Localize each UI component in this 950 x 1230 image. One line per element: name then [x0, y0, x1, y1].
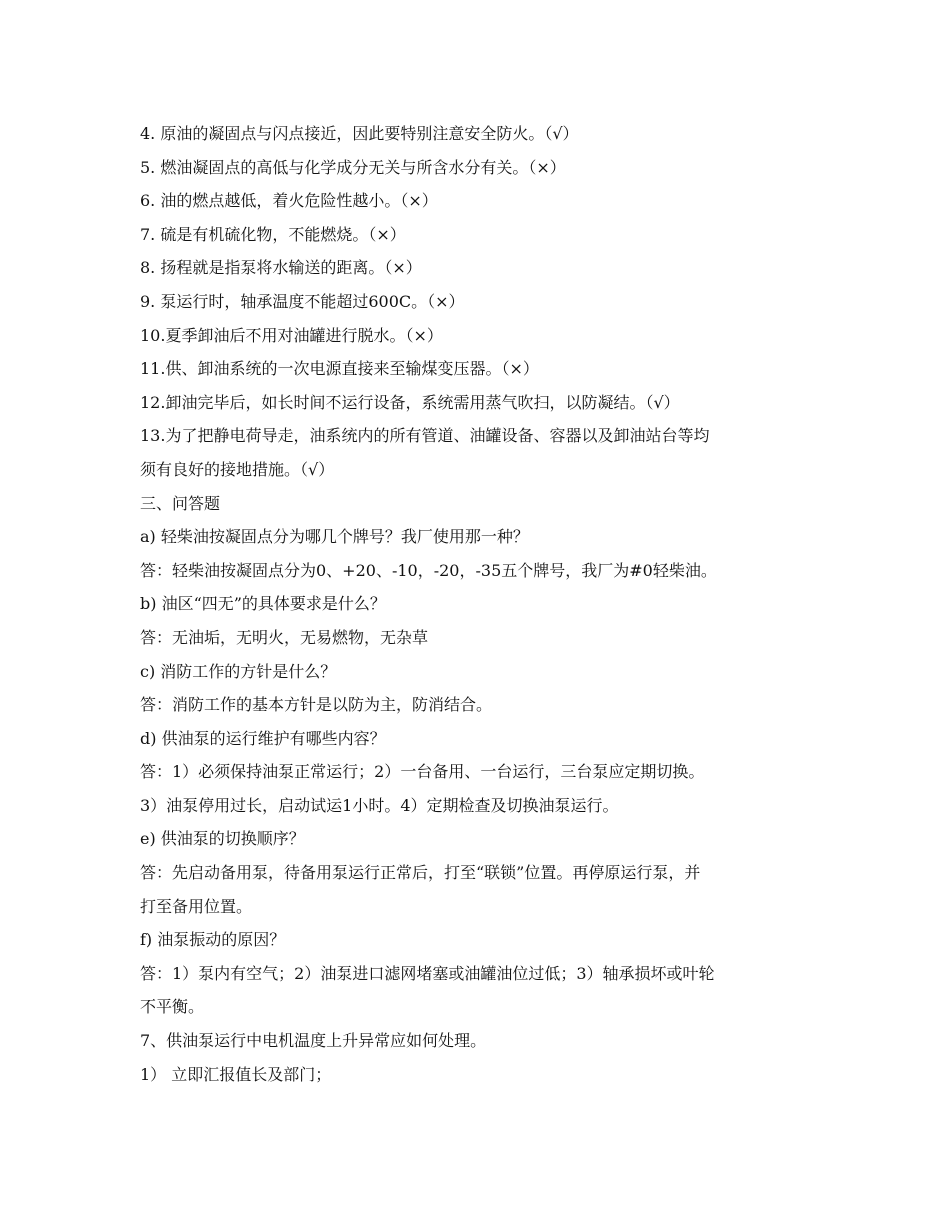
- answer-d-cont: 3）油泵停用过长，启动试运1小时。4）定期检查及切换油泵运行。: [140, 795, 619, 815]
- true-false-item-5: 5. 燃油凝固点的高低与化学成分无关与所含水分有关。（×）: [140, 157, 566, 177]
- question-c: c) 消防工作的方针是什么？: [140, 661, 337, 681]
- question-b: b) 油区“四无”的具体要求是什么？: [140, 594, 386, 614]
- true-false-item-11: 11.供、卸油系统的一次电源直接来至输煤变压器。（×）: [140, 359, 539, 379]
- true-false-item-12: 12.卸油完毕后，如长时间不运行设备，系统需用蒸气吹扫，以防凝结。（√）: [140, 392, 680, 412]
- true-false-item-10: 10.夏季卸油后不用对油罐进行脱水。（×）: [140, 325, 443, 345]
- true-false-item-4: 4. 原油的凝固点与闪点接近，因此要特别注意安全防火。（√）: [140, 124, 579, 143]
- answer-f: 答：1）泵内有空气；2）油泵进口滤网堵塞或油罐油位过低；3）轴承损坏或叶轮: [140, 963, 715, 983]
- answer-c: 答：消防工作的基本方针是以防为主，防消结合。: [140, 695, 493, 715]
- true-false-item-8: 8. 扬程就是指泵将水输送的距离。（×）: [140, 258, 422, 278]
- true-false-item-9: 9. 泵运行时，轴承温度不能超过600C。（×）: [140, 291, 465, 311]
- answer-a: 答：轻柴油按凝固点分为0、+20、-10，-20，-35五个牌号，我厂为#0轻柴油。: [140, 560, 717, 580]
- question-7: 7、供油泵运行中电机温度上升异常应如何处理。: [140, 1031, 487, 1051]
- question-d: d) 供油泵的运行维护有哪些内容？: [140, 728, 386, 748]
- answer-e: 答：先启动备用泵，待备用泵运行正常后，打至“联锁”位置。再停原运行泵，并: [140, 863, 701, 883]
- section-heading: 三、问答题: [140, 493, 221, 513]
- question-e: e) 供油泵的切换顺序？: [140, 829, 305, 849]
- true-false-item-7: 7. 硫是有机硫化物，不能燃烧。（×）: [140, 224, 406, 244]
- answer-7-step-1: 1） 立即汇报值长及部门；: [140, 1064, 332, 1084]
- question-a: a) 轻柴油按凝固点分为哪几个牌号？我厂使用那一种？: [140, 527, 529, 547]
- answer-d: 答：1）必须保持油泵正常运行；2）一台备用、一台运行，三台泵应定期切换。: [140, 762, 705, 782]
- answer-f-cont: 不平衡。: [140, 997, 205, 1017]
- document-body: [140, 117, 820, 1091]
- true-false-item-13: 13.为了把静电荷导走，油系统内的所有管道、油罐设备、容器以及卸油站台等均: [140, 426, 710, 446]
- question-f: f) 油泵振动的原因？: [140, 930, 286, 950]
- answer-b: 答：无油垢，无明火，无易燃物，无杂草: [140, 627, 429, 647]
- answer-e-cont: 打至备用位置。: [140, 896, 253, 916]
- true-false-item-13-cont: 须有良好的接地措施。（√）: [140, 459, 335, 479]
- true-false-item-6: 6. 油的燃点越低，着火危险性越小。（×）: [140, 191, 438, 211]
